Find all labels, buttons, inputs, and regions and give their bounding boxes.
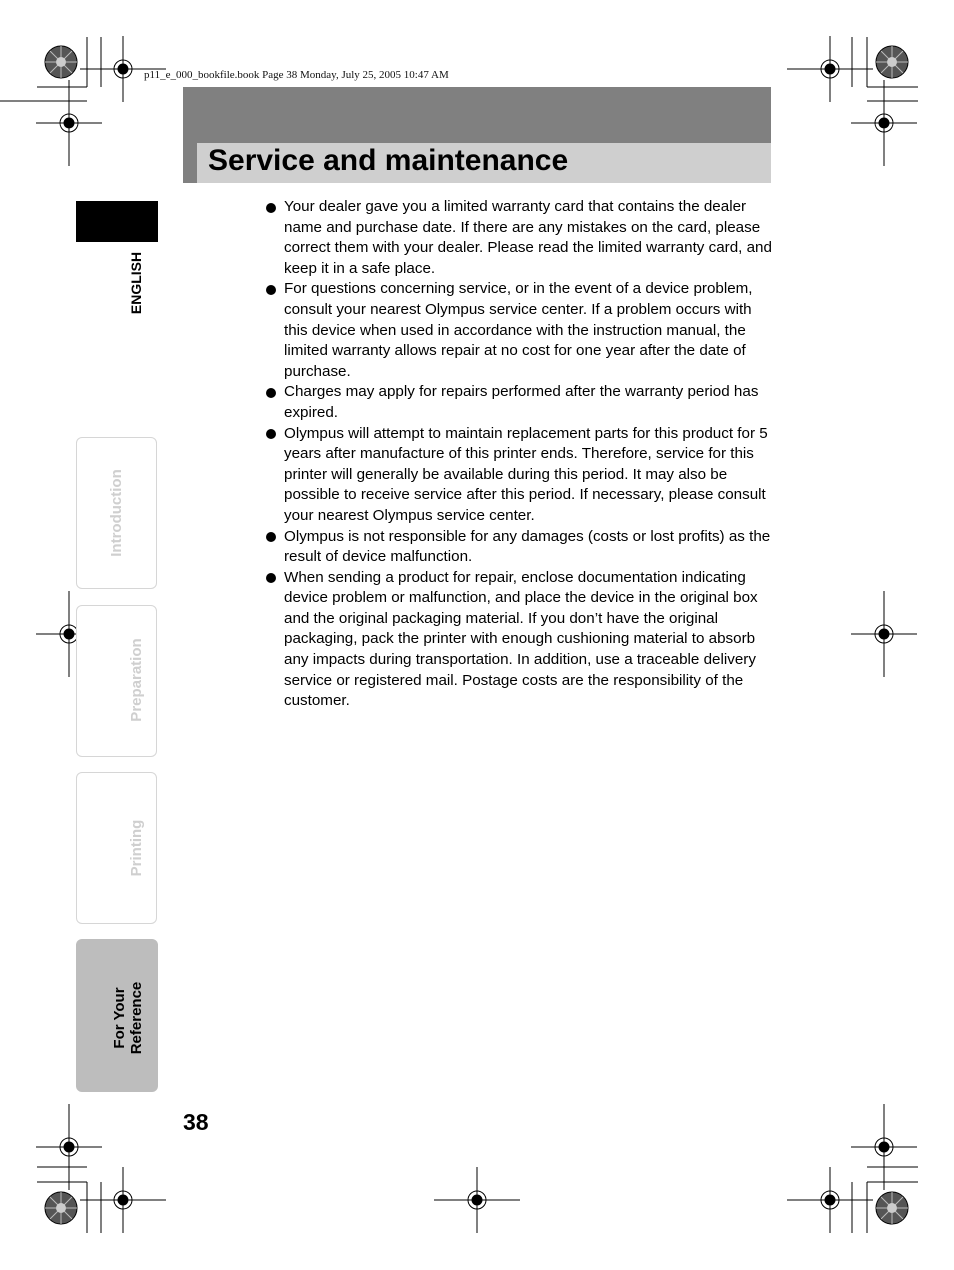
list-item: Olympus is not responsible for any damages (costs or lost profits) as the result of device malfunction. — [266, 527, 772, 568]
title-band-top — [183, 87, 771, 143]
file-header: p11_e_000_bookfile.book Page 38 Monday, July 25, 2005 10:47 AM — [144, 69, 449, 81]
language-label: ENGLISH — [128, 251, 144, 315]
tab-label-line-2: Reference — [128, 981, 145, 1055]
page-number: 38 — [183, 1109, 209, 1135]
tab-introduction-label: Introduction — [108, 469, 125, 557]
list-item: Your dealer gave you a limited warranty card that contains the dealer name and purchase date. If there are any mistakes on the card, please correct them with your dealer. Please read the limited warranty card, and keep it in a safe place. — [266, 197, 772, 279]
title-accent-bar — [183, 143, 197, 183]
list-item: For questions concerning service, or in the event of a device problem, consult your nearest Olympus service center. If a problem occurs with this device when used in accordance with the instruction manual, the limited warranty allows repair at no cost for one year after the date of purchase. — [266, 279, 772, 382]
list-item: Charges may apply for repairs performed after the warranty period has expired. — [266, 382, 772, 423]
main-content — [266, 197, 772, 712]
list-item: When sending a product for repair, enclose documentation indicating device problem or malfunction, and place the device in the original box and the original packaging material. If you don’t have the original packaging, pack the printer with enough cushioning material to absorb any impacts during transportation. In addition, use a traceable delivery service or registered mail. Postage costs are the responsibility of the customer. — [266, 568, 772, 712]
tab-preparation-label: Preparation — [128, 638, 145, 722]
list-item: Olympus will attempt to maintain replacement parts for this product for 5 years after manufacture of this printer ends. Therefore, service for this printer will generally be available during this period. It may also be possible to receive service after this period. If necessary, please consult your nearest Olympus service center. — [266, 424, 772, 527]
tab-printing-label: Printing — [128, 819, 145, 877]
page-title: Service and maintenance — [208, 144, 569, 177]
language-marker-block — [76, 201, 158, 242]
tab-for-your-reference-label — [111, 942, 147, 1094]
bullet-list — [266, 197, 772, 712]
tab-label-line-1: For Your — [111, 987, 128, 1049]
